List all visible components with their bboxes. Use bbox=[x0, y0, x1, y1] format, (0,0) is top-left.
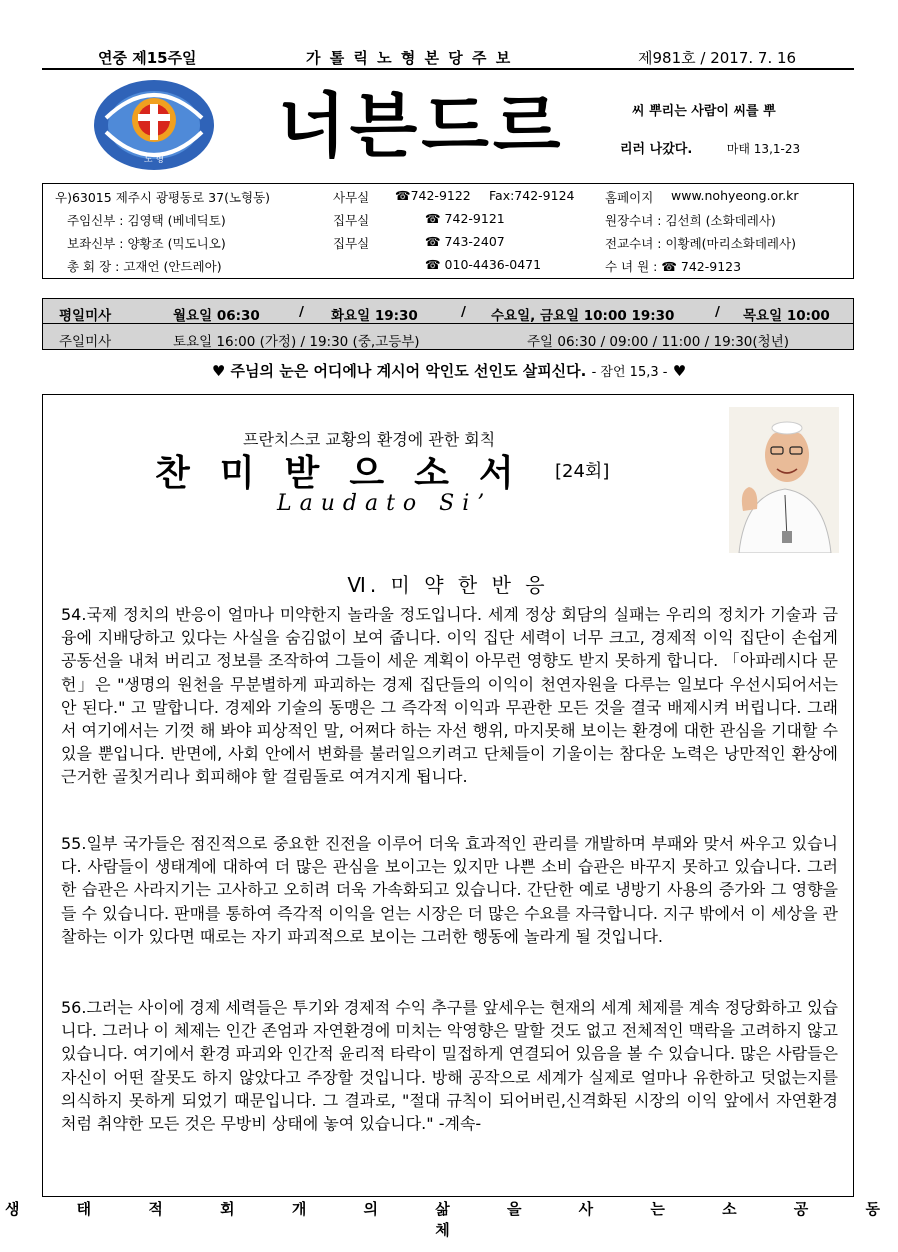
pope-portrait-icon bbox=[729, 407, 839, 553]
separator: / bbox=[461, 304, 466, 320]
top-header-bar bbox=[42, 44, 854, 70]
weekday-mass-row bbox=[43, 299, 853, 324]
issue-date: 제981호 / 2017. 7. 16 bbox=[638, 49, 797, 67]
article-episode: [24회] bbox=[555, 461, 610, 482]
pastor-room: 집무실 bbox=[333, 213, 370, 228]
office-label: 사무실 bbox=[333, 190, 370, 205]
article-paragraph: 54.국제 정치의 반응이 얼마나 미약한지 놀라울 정도입니다. 세계 정상 회담의 실패는 우리의 정치가 기술과 금융에 지배당하고 있다는 사실을 숨김없이 보여 줍니다. 이익 집단 세력이 너무 크고, 경제적 이익 집단이 손쉽게 공동선을 내쳐 버리고 정보를 조작하여 그들이 세운 계획이 아무런 영향도 받지 못하게 합니다. 「아파레시다 문헌」은 "생명의 원천을 무분별하게 파괴하는 경제 집단들의 이익이 천연자원을 다루는 일보다 우선시되어서는 안 된다." 고 말합니다. 경제와 기술의 동맹은 그 즉각적 이익과 무관한 모든 것을 결국 배제시켜 버립니다. 그래서 여기에서는 기껏 해 봐야 피상적인 말, 어쩌다 하는 자선 행위, 마지못해 보이는 환경에 대한 관심을 기대할 수 있을 뿐입니다. 반면에, 사회 안에서 변화를 불러일으키려고 단체들이 기울이는 참다운 노력은 낭만적인 환상에 근거한 골칫거리나 회피해야 할 걸림돌로 여겨지게 됩니다. bbox=[61, 605, 838, 787]
gospel-quote-line2 bbox=[620, 138, 800, 157]
weekday-mass-label: 평일미사 bbox=[59, 308, 112, 324]
convent-phone: 수 녀 원 : ☎ 742-9123 bbox=[605, 259, 742, 274]
assistant-priest: 보좌신부 : 양황조 (믹도니오) bbox=[67, 236, 226, 251]
logo-text: 노 형 bbox=[143, 155, 165, 165]
heart-icon: ♥ bbox=[672, 362, 687, 380]
article-paragraph: 56.그러는 사이에 경제 세력들은 투기와 경제적 수익 추구를 앞세우는 현재의 세계 체제를 계속 정당화하고 있습니다. 그러나 이 체제는 인간 존엄과 자연환경에 미치는 악영향은 말할 것도 없고 전체적인 맥락을 고려하지 않고 있습니다. 여기에서 환경 파괴와 인간적 윤리적 타락이 밀접하게 연결되어 있음을 볼 수 있습니다. 많은 사람들은 자신이 어떤 잘못도 하지 않았다고 주장할 것입니다. 방해 공작으로 세계가 실제로 얼마나 유한하고 덧없는지를 의식하지 못하게 되었기 때문입니다. 그 결과로, "절대 규칙이 되어버린,신격화된 시장의 이익 앞에서 자연환경처럼 취약한 모든 것은 무방비 상태에 놓여 있습니다." -계속- bbox=[61, 998, 838, 1134]
parish-info-box bbox=[42, 183, 854, 279]
sunday-mass-item: 토요일 16:00 (가정) / 19:30 (중,고등부) bbox=[173, 334, 420, 350]
heart-icon: ♥ bbox=[211, 362, 226, 380]
article-subtitle: 프란치스코 교황의 환경에 관한 회칙 bbox=[243, 430, 496, 449]
separator: / bbox=[715, 304, 720, 320]
section-heading: Ⅵ. 미 약 한 반 응 bbox=[347, 573, 549, 597]
president-phone: ☎ 010-4436-0471 bbox=[425, 257, 542, 272]
address: 우)63015 제주시 광평동로 37(노형동) bbox=[55, 190, 271, 205]
assistant-room: 집무실 bbox=[333, 236, 370, 251]
sunday-mass-item: 주일 06:30 / 09:00 / 11:00 / 19:30(청년) bbox=[527, 334, 790, 350]
article-paragraph: 55.일부 국가들은 점진적으로 중요한 진전을 이루어 더욱 효과적인 관리를 개발하며 부패와 맞서 싸우고 있습니다. 사람들이 생태계에 대하여 더 많은 관심을 보이고는 있지만 나쁜 소비 습관은 바꾸지 못하고 있습니다. 그러한 습관은 사라지기는 고사하고 오히려 더욱 가속화되고 있습니다. 간단한 예로 냉방기 사용의 증가와 그 영향을 들 수 있습니다. 판매를 통하여 즉각적 이익을 얻는 시장은 더 많은 수요를 자극합니다. 지구 밖에서 이 세상을 관찰하는 이가 있다면 때로는 자기 파괴적으로 보이는 그러한 행동에 놀라게 될 것입니다. bbox=[61, 834, 838, 946]
fax: Fax:742-9124 bbox=[489, 188, 575, 203]
bible-verse bbox=[0, 360, 898, 381]
gospel-quote-text: 리러 나갔다. bbox=[620, 142, 693, 157]
article-title: 찬미받으소서 bbox=[155, 453, 544, 494]
verse-ref: - 잠언 15,3 - bbox=[591, 365, 668, 380]
homepage-label: 홈페이지 bbox=[605, 190, 654, 205]
weekday-mass-item: 월요일 06:30 bbox=[173, 308, 260, 324]
pastor: 주임신부 : 김영택 (베네딕토) bbox=[67, 213, 226, 228]
sunday-mass-label: 주일미사 bbox=[59, 334, 112, 350]
gospel-quote-line1: 씨 뿌리는 사람이 씨를 뿌 bbox=[632, 104, 776, 119]
homepage-link[interactable]: www.nohyeong.or.kr bbox=[671, 188, 799, 203]
parish-logo-icon bbox=[92, 78, 216, 172]
pastor-phone: ☎ 742-9121 bbox=[425, 211, 505, 226]
separator: / bbox=[299, 304, 304, 320]
sunday-mass-row bbox=[43, 325, 853, 350]
gospel-quote-ref: 마태 13,1-23 bbox=[726, 142, 801, 156]
article-latin-title: Laudato Si’ bbox=[277, 491, 493, 516]
weekday-mass-item: 화요일 19:30 bbox=[331, 308, 418, 324]
article-box bbox=[42, 394, 854, 1197]
newsletter-title: 너븐드르 bbox=[278, 85, 565, 167]
weekday-mass-item: 목요일 10:00 bbox=[743, 308, 830, 324]
assistant-phone: ☎ 743-2407 bbox=[425, 234, 505, 249]
bulletin-name: 가 톨 릭 노 형 본 당 주 보 bbox=[306, 49, 513, 67]
superior-sister: 원장수녀 : 김선희 (소화데레사) bbox=[605, 213, 776, 228]
verse-text: 주님의 눈은 어디에나 계시어 악인도 선인도 살피신다. bbox=[230, 362, 587, 380]
council-president: 총 회 장 : 고재언 (안드레아) bbox=[67, 259, 222, 274]
office-phone: ☎742-9122 bbox=[395, 188, 471, 203]
footer-slogan: 생 태 적 회 개 의 삶 을 사 는 소 공 동 체 bbox=[4, 1200, 894, 1239]
mission-sister: 전교수녀 : 이황례(마리소화데레사) bbox=[605, 236, 796, 251]
weekday-mass-item: 수요일, 금요일 10:00 19:30 bbox=[491, 308, 675, 324]
mass-schedule bbox=[42, 298, 854, 350]
liturgical-week: 연중 제15주일 bbox=[98, 49, 197, 67]
masthead bbox=[42, 74, 854, 180]
